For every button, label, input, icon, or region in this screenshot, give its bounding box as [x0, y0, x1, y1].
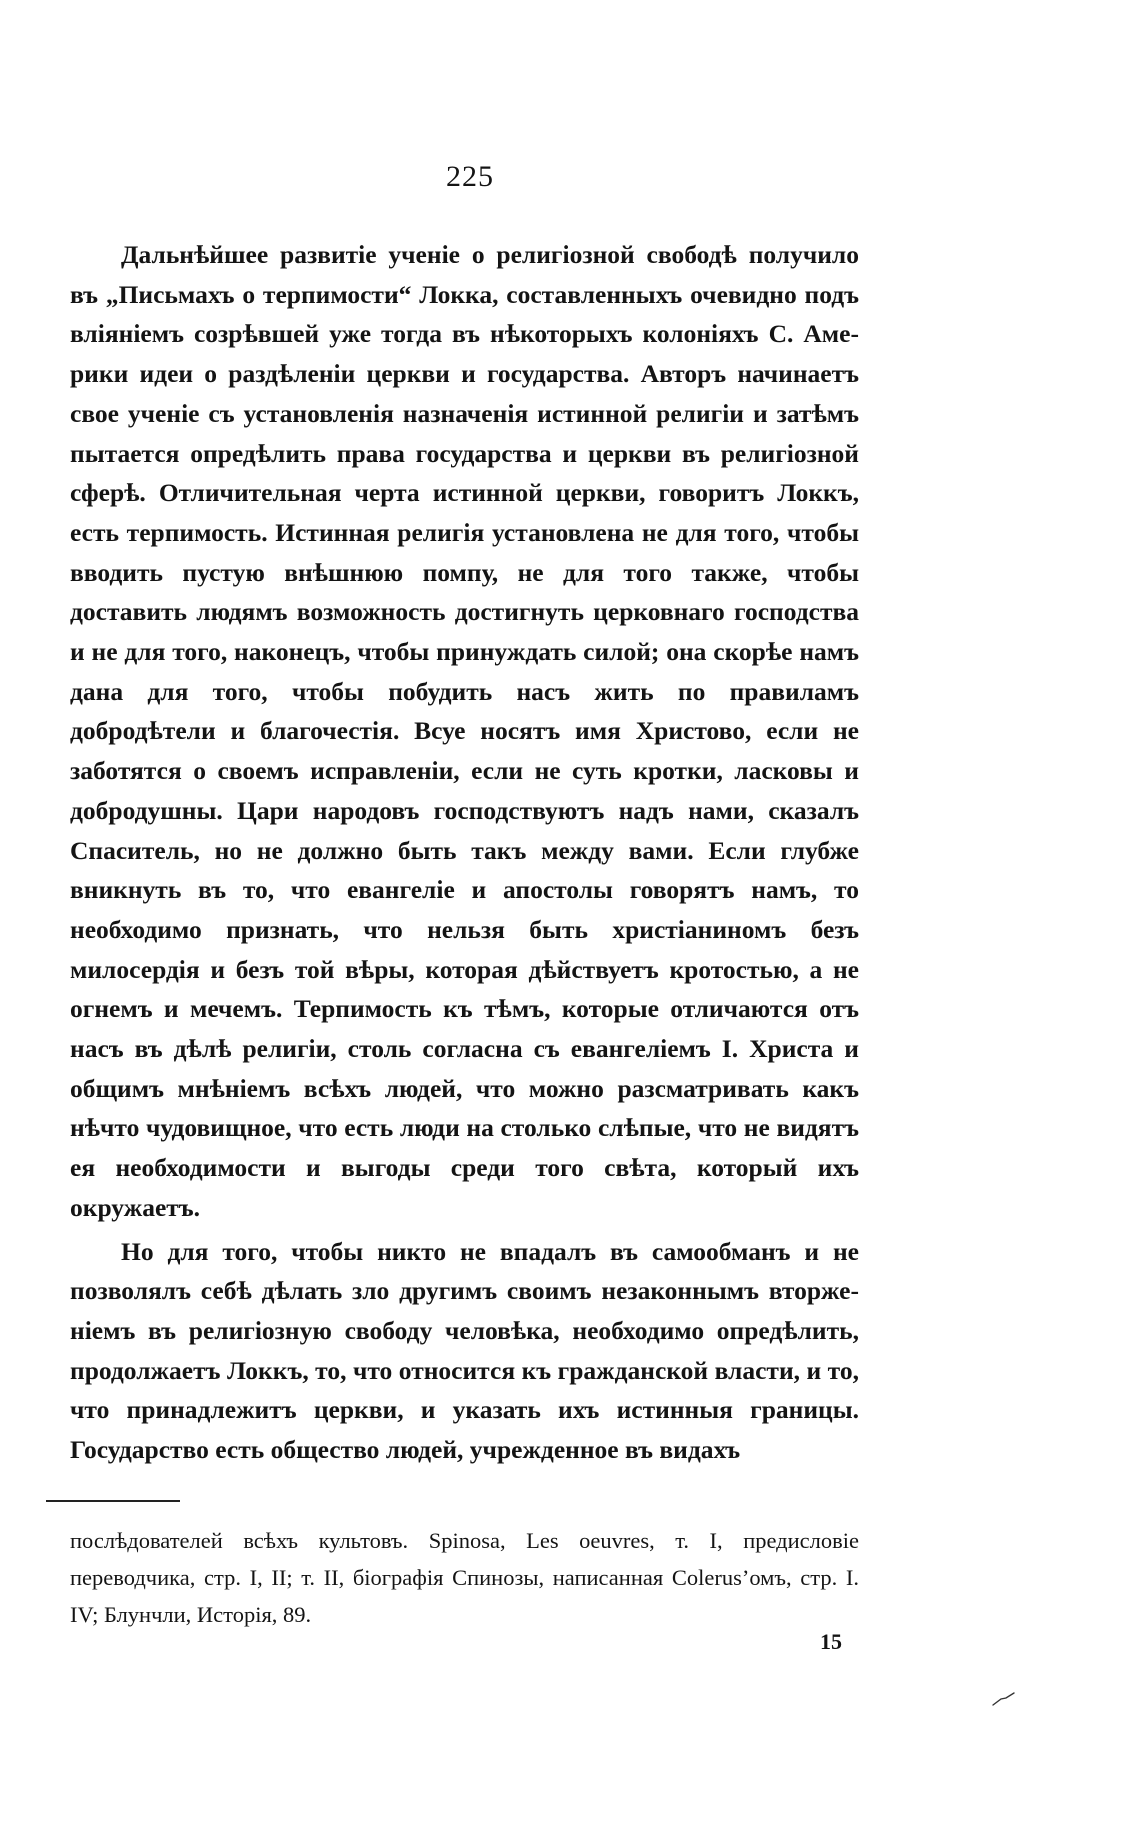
- paragraph-1: Дальнѣйшее развитіе ученіе о религіозной свободѣ получило въ „Письмахъ о терпимости“ Локка, составленныхъ очевидно подъ вліяніемъ созрѣвшей уже тогда въ нѣкоторыхъ колоніяхъ С. Америки идеи о раздѣленіи церкви и государства. Авторъ начинаетъ свое ученіе съ установленія назначенія истинной религіи и затѣмъ пытается опредѣлить права государства и церкви въ религіозной сферѣ. Отличительная черта истинной церкви, говоритъ Локкъ, есть терпимость. Истинная религія установлена не для того, чтобы вводить пустую внѣшнюю помпу, не для того также, чтобы доставить людямъ возможность достигнуть церковнаго господства и не для того, наконецъ, чтобы принуждать силой; она скорѣе намъ дана для того, чтобы побудить насъ жить по правиламъ добродѣтели и благочестія. Всуе носятъ имя Христово, если не заботятся о своемъ исправленіи, если не суть кротки, ласковы и добродушны. Цари народовъ господствуютъ надъ нами, сказалъ Спаситель, но не должно быть такъ между вами. Если глубже вникнуть въ то, что евангеліе и апостолы говорятъ намъ, то необходимо признать, что нельзя быть христіаниномъ безъ милосердія и безъ той вѣры, которая дѣйствуетъ кротостью, а не огнемъ и мечемъ. Терпимость къ тѣмъ, которые отличаются отъ насъ въ дѣлѣ религіи, столь согласна съ евангеліемъ І. Христа и общимъ мнѣніемъ всѣхъ людей, что можно разсматривать какъ нѣчто чудовищное, что есть люди на столько слѣпые, что не видятъ ея необходимости и выгоды среди того свѣта, который ихъ окружаетъ.: [70, 240, 859, 1222]
- body-text: [70, 235, 859, 1470]
- page-number: 225: [446, 160, 494, 193]
- footnote-text: послѣдователей всѣхъ культовъ. Spinosa, Les oeuvres, т. I, предисловіе переводчика, стр. I, II; т. II, біографія Спинозы, написанная Colerus’омъ, стр. I. IV; Блунчли, Исторія, 89.: [70, 1528, 859, 1627]
- printer-signature-mark: 15: [820, 1629, 842, 1654]
- paragraph-2: Но для того, чтобы никто не впадалъ въ самообманъ и не позволялъ себѣ дѣлать зло другимъ своимъ незаконнымъ вторженіемъ въ религіозную свободу человѣка, необходимо опредѣлить, продолжаетъ Локкъ, то, что относится къ гражданской власти, и то, что принадлежитъ церкви, и указать ихъ истинныя границы. Государство есть общество людей, учрежденное въ видахъ: [70, 1236, 859, 1465]
- footnote-divider: [46, 1500, 180, 1502]
- pencil-mark-icon: [992, 1692, 1016, 1706]
